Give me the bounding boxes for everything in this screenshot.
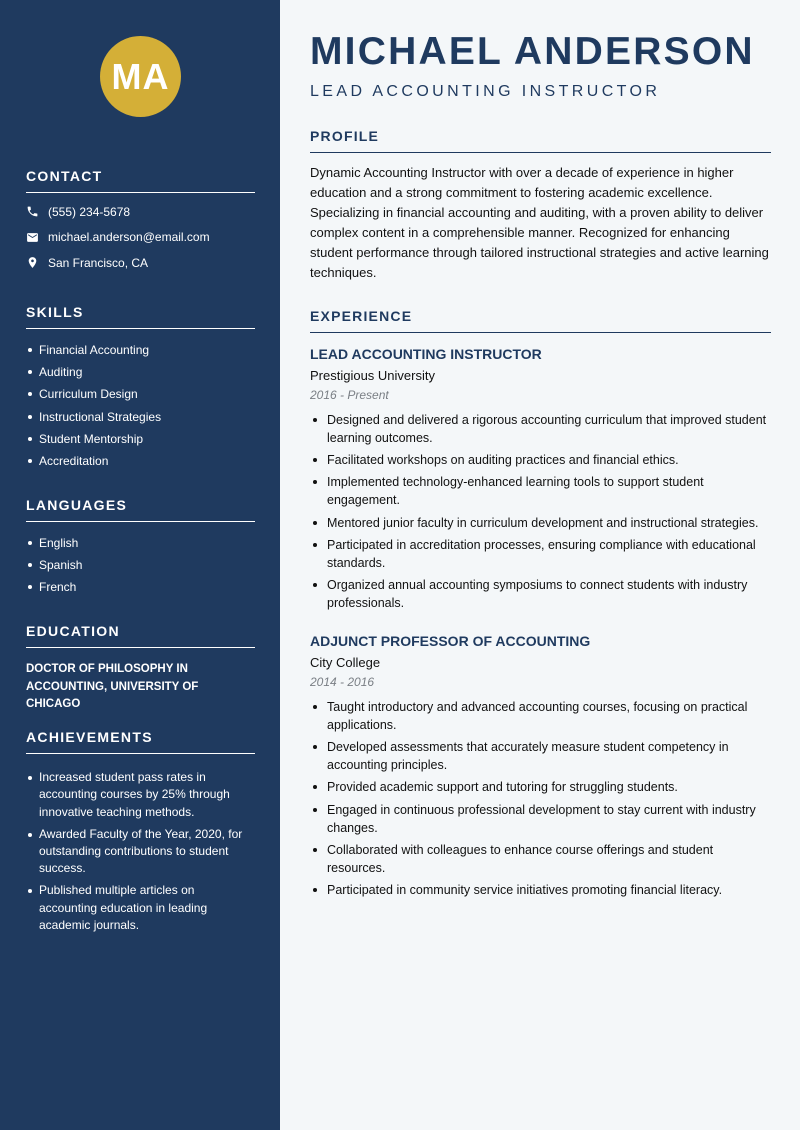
email-text: michael.anderson@email.com: [48, 230, 210, 245]
languages-section: [26, 497, 255, 599]
location-text: San Francisco, CA: [48, 255, 149, 270]
language-item: English: [26, 532, 255, 554]
skill-item: Curriculum Design: [26, 383, 255, 405]
job-bullet: Participated in accreditation processes, ensuring compliance with educational standards.: [310, 536, 771, 572]
achievement-item: Awarded Faculty of the Year, 2020, for outstanding contributions to student success.: [26, 826, 255, 878]
job-bullet: Designed and delivered a rigorous accounting curriculum that improved student learning outcomes.: [310, 411, 771, 447]
mail-icon: [26, 231, 39, 244]
job-bullet: Developed assessments that accurately measure student competency in accounting principles.: [310, 738, 771, 774]
profile-heading: PROFILE: [310, 128, 771, 153]
skills-heading: SKILLS: [26, 304, 255, 329]
job-bullet: Participated in community service initiatives promoting financial literacy.: [310, 881, 771, 899]
job-organization: City College: [310, 655, 381, 670]
job-dates: 2014 - 2016: [310, 675, 375, 689]
job-entry: [310, 633, 771, 903]
avatar: [100, 36, 181, 117]
location-pin-icon: [26, 256, 39, 269]
phone-icon: [26, 205, 39, 218]
job-bullet: Facilitated workshops on auditing practices and financial ethics.: [310, 451, 771, 469]
education-section: [26, 623, 255, 714]
job-bullet: Taught introductory and advanced accounting courses, focusing on practical applications.: [310, 698, 771, 734]
sidebar: [0, 0, 280, 1130]
languages-list: [26, 532, 255, 599]
languages-heading: LANGUAGES: [26, 497, 255, 522]
language-item: French: [26, 576, 255, 598]
skill-item: Auditing: [26, 361, 255, 383]
skill-item: Student Mentorship: [26, 428, 255, 450]
job-bullet: Collaborated with colleagues to enhance course offerings and student resources.: [310, 841, 771, 877]
job-entry: [310, 346, 771, 616]
contact-section: [26, 168, 255, 276]
job-bullet: Organized annual accounting symposiums to connect students with industry professionals.: [310, 576, 771, 612]
achievement-item: Published multiple articles on accounting education in leading academic journals.: [26, 882, 255, 934]
language-item: Spanish: [26, 554, 255, 576]
skills-section: [26, 304, 255, 472]
phone-text: (555) 234-5678: [48, 204, 131, 219]
job-bullet: Engaged in continuous professional development to stay current with industry changes.: [310, 801, 771, 837]
achievement-item: Increased student pass rates in accounting courses by 25% through innovative teaching methods.: [26, 769, 255, 821]
avatar-initials: MA: [111, 55, 170, 97]
profile-text: Dynamic Accounting Instructor with over a decade of experience in higher education and a strong commitment to fostering academic excellence. Specializing in financial accounting and auditing, with a proven ability to deliver complex content in a comprehensible manner. Recognized for enhancing student performance through tailored instructional strategies and active learning techniques.: [310, 165, 769, 280]
experience-heading: EXPERIENCE: [310, 308, 771, 333]
achievements-heading: ACHIEVEMENTS: [26, 729, 255, 754]
job-bullet: Implemented technology-enhanced learning tools to support student engagement.: [310, 473, 771, 509]
contact-heading: CONTACT: [26, 168, 255, 193]
achievements-list: [26, 769, 255, 934]
candidate-name: MICHAEL ANDERSON: [310, 30, 755, 73]
skill-item: Accreditation: [26, 450, 255, 472]
candidate-title: LEAD ACCOUNTING INSTRUCTOR: [310, 83, 661, 100]
skill-item: Financial Accounting: [26, 339, 255, 361]
contact-location: [26, 250, 255, 276]
job-dates: 2016 - Present: [310, 388, 389, 402]
contact-phone: [26, 199, 255, 225]
education-heading: EDUCATION: [26, 623, 255, 648]
job-role: LEAD ACCOUNTING INSTRUCTOR: [310, 346, 542, 362]
job-bullet: Provided academic support and tutoring for struggling students.: [310, 778, 771, 796]
achievements-section: [26, 729, 255, 939]
job-bullets: [310, 698, 771, 899]
job-bullets: [310, 411, 771, 612]
job-bullet: Mentored junior faculty in curriculum development and instructional strategies.: [310, 514, 771, 532]
job-organization: Prestigious University: [310, 368, 435, 383]
skill-item: Instructional Strategies: [26, 406, 255, 428]
job-role: ADJUNCT PROFESSOR OF ACCOUNTING: [310, 633, 591, 649]
contact-email: [26, 225, 255, 251]
education-degree: DOCTOR OF PHILOSOPHY IN ACCOUNTING, UNIVERSITY OF CHICAGO: [26, 663, 199, 711]
skills-list: [26, 339, 255, 472]
